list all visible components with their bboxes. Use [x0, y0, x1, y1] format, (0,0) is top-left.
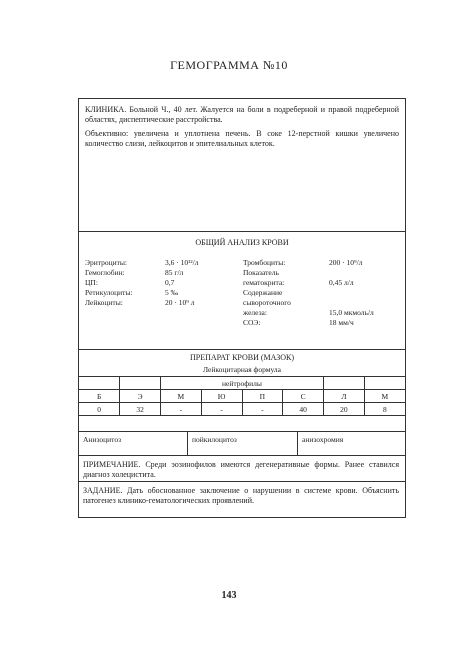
- column-header: М: [161, 390, 202, 403]
- row-label: Лейкоциты:: [85, 298, 123, 307]
- task-section: [79, 481, 405, 517]
- row-label: Показатель: [243, 268, 279, 277]
- blood-row: [243, 288, 403, 298]
- row-value: 3,6 · 10¹²/л: [165, 258, 199, 267]
- table-cell: 40: [283, 403, 324, 416]
- table-cell: [324, 377, 365, 390]
- column-header: М: [364, 390, 405, 403]
- column-header: Л: [324, 390, 365, 403]
- note-text: ПРИМЕЧАНИЕ. Среди эозинофилов имеются дегенеративные формы. Ранее ставился диагноз холецистита.: [83, 460, 399, 479]
- page-number: 143: [221, 590, 237, 601]
- leukocyte-formula-table: [79, 376, 405, 416]
- blood-row: [243, 278, 403, 288]
- row-value: 0,45 л/л: [329, 278, 354, 287]
- blood-row: [85, 288, 235, 298]
- row-value: 5 ‰: [165, 288, 179, 297]
- column-header: С: [283, 390, 324, 403]
- table-cell: [120, 377, 161, 390]
- smear-heading: ПРЕПАРАТ КРОВИ (МАЗОК): [190, 353, 294, 362]
- row-value: 18 мм/ч: [329, 318, 354, 327]
- row-value: 15,0 мкмоль/л: [329, 308, 374, 317]
- row-label: Гемоглобин:: [85, 268, 125, 277]
- blood-test-heading: ОБЩИЙ АНАЛИЗ КРОВИ: [195, 238, 289, 247]
- row-value: 20 · 10⁹ л: [165, 298, 195, 307]
- neutrophils-group-header: нейтрофилы: [161, 377, 324, 390]
- blood-row: [85, 278, 235, 288]
- row-label: ЦП:: [85, 278, 98, 287]
- poikilocytosis-cell: пойкилоцитоз: [187, 432, 297, 456]
- table-cell: [364, 377, 405, 390]
- blood-row: [243, 308, 403, 318]
- blood-row: [243, 258, 403, 268]
- clinic-section: [79, 99, 405, 231]
- table-cell: [79, 377, 120, 390]
- clinic-objective: Объективно: увеличена и уплотнена печень. В соке 12-перстной кишки увеличено количество слизи, лейкоцитов и эпителиальных клеток.: [85, 129, 399, 148]
- column-header: Б: [79, 390, 120, 403]
- row-value: 85 г/л: [165, 268, 184, 277]
- blood-test-left-column: [85, 258, 235, 308]
- blood-row: [85, 258, 235, 268]
- table-cell: 0: [79, 403, 120, 416]
- row-label: сывороточного: [243, 298, 291, 307]
- erythrocyte-morphology-section: [79, 431, 405, 455]
- row-label: железа:: [243, 308, 267, 317]
- blood-row: [243, 268, 403, 278]
- table-cell: -: [161, 403, 202, 416]
- leukocyte-formula-heading: Лейкоцитарная формула: [202, 365, 282, 374]
- column-header: Э: [120, 390, 161, 403]
- table-cell: 20: [324, 403, 365, 416]
- anisochromia-cell: анизохромия: [297, 432, 405, 456]
- table-row: [79, 390, 405, 403]
- table-row: [79, 403, 405, 416]
- blood-row: [85, 268, 235, 278]
- table-row: [79, 377, 405, 390]
- row-value: 200 · 10⁹/л: [329, 258, 363, 267]
- column-header: Ю: [201, 390, 242, 403]
- blood-test-section: [79, 231, 405, 349]
- row-label: Ретикулоциты:: [85, 288, 133, 297]
- table-cell: 32: [120, 403, 161, 416]
- task-text: ЗАДАНИЕ. Дать обоснованное заключение о нарушении в системе крови. Объяснить патогенез клинико-гематологических проявлений.: [83, 486, 399, 505]
- clinic-complaints: КЛИНИКА. Больной Ч., 40 лет. Жалуется на боли в подреберной и правой подреберной областях, диспептические расстройства.: [85, 105, 399, 124]
- row-label: гематокрита:: [243, 278, 285, 287]
- table-cell: -: [201, 403, 242, 416]
- hemogram-sheet: [78, 98, 406, 518]
- blood-row: [243, 318, 403, 328]
- table-cell: -: [242, 403, 283, 416]
- blood-test-right-column: [243, 258, 403, 328]
- smear-section: [79, 349, 405, 431]
- blood-row: [85, 298, 235, 308]
- row-label: Тромбоциты:: [243, 258, 286, 267]
- column-header: П: [242, 390, 283, 403]
- note-section: [79, 455, 405, 481]
- row-label: СОЭ:: [243, 318, 261, 327]
- row-label: Содержание: [243, 288, 283, 297]
- row-value: 0,7: [165, 278, 175, 287]
- row-label: Эритроциты:: [85, 258, 128, 267]
- page-title: ГЕМОГРАММА №10: [170, 58, 288, 72]
- blood-row: [243, 298, 403, 308]
- table-cell: 8: [364, 403, 405, 416]
- anisocytosis-cell: Анизоцитоз: [83, 435, 122, 444]
